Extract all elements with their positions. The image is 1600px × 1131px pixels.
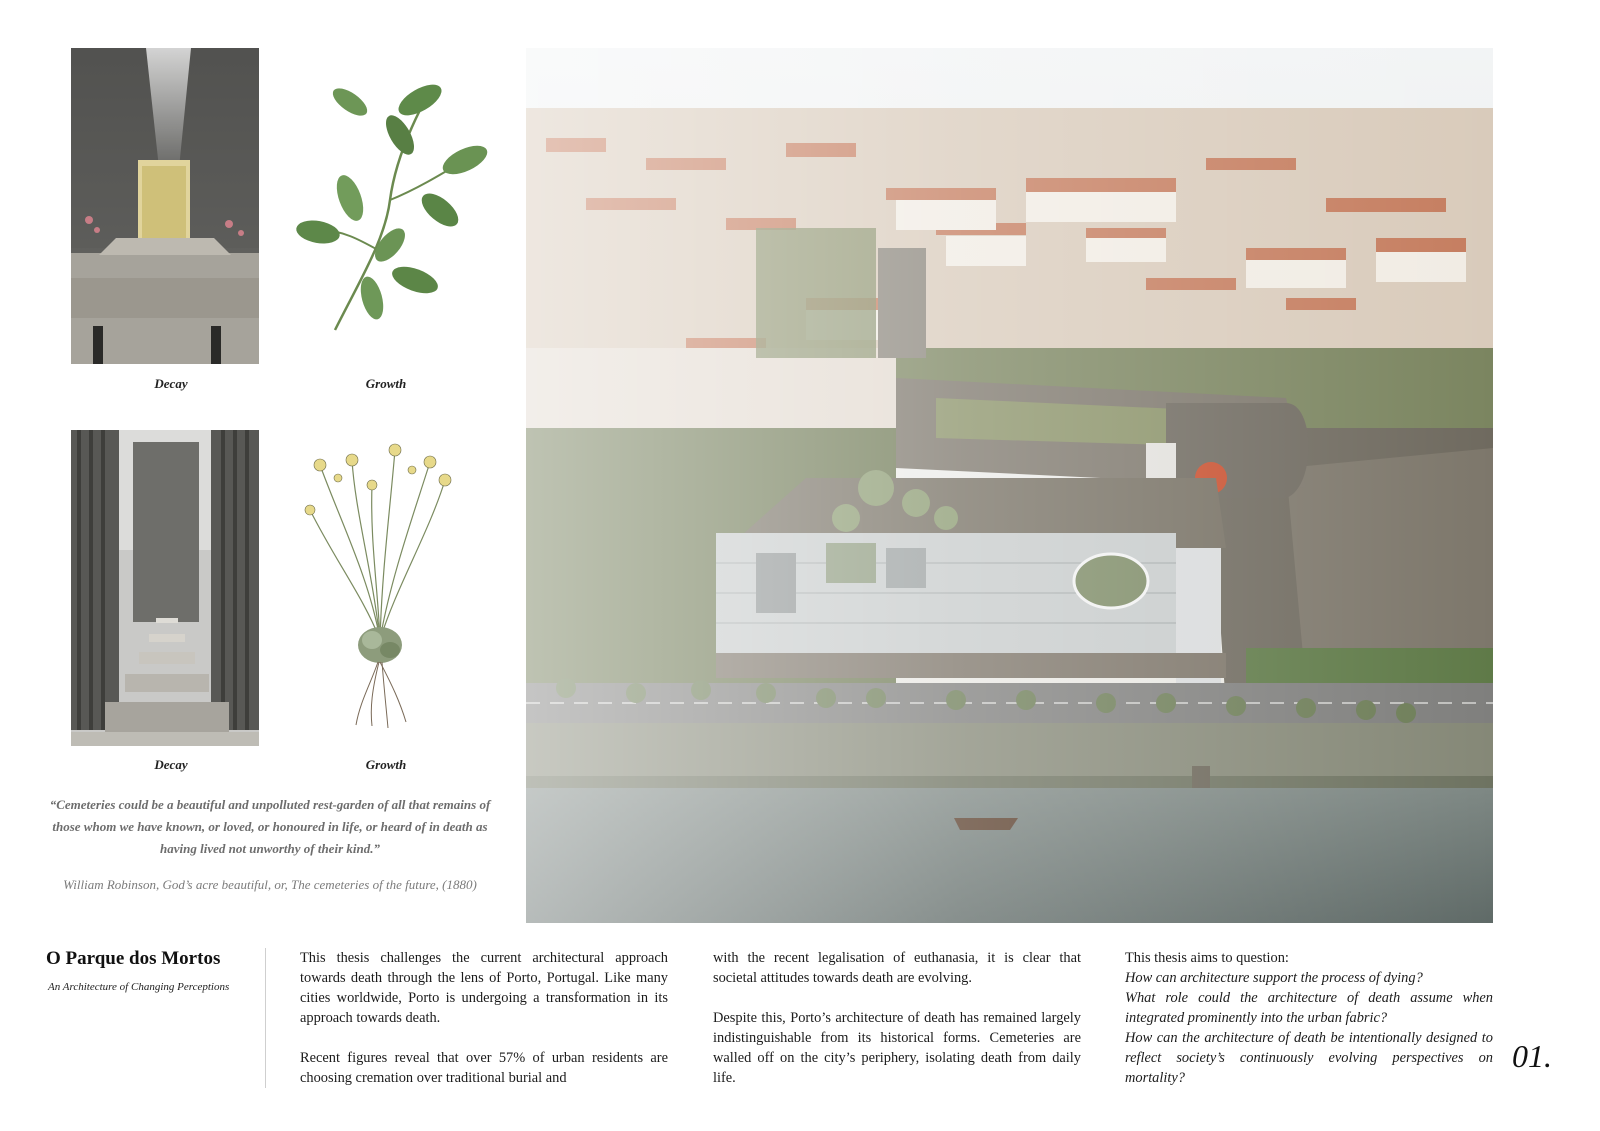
growth-illustration-2 [300,440,460,730]
decay-render-2-graphic [71,430,259,746]
page-number: 01. [1512,1038,1552,1074]
research-intro: This thesis aims to question: [1125,950,1289,966]
project-title: O Parque dos Mortos [46,948,221,969]
growth-illustration-2-graphic [300,440,460,730]
body-col1-paragraph-1: This thesis challenges the current architectural approach towards death through the lens of Porto, Portugal. Like many cities worldwide, Porto is undergoing a transformation in its approach towards death. [300,950,668,1026]
decay-caption-1: Decay [154,376,188,391]
aerial-render [526,48,1493,923]
project-subtitle: An Architecture of Changing Perceptions [48,981,230,993]
research-question-1: How can architecture support the process of dying? [1125,970,1423,986]
growth-caption-2: Growth [365,757,407,772]
divider [265,948,266,1088]
decay-render-1-graphic [71,48,259,364]
growth-illustration-1-graphic [290,80,490,350]
decay-render-1 [71,48,259,364]
growth-caption-1: Growth [365,376,407,391]
decay-caption-2: Decay [154,757,188,772]
body-column-3 [1125,948,1493,1088]
quote-attribution: William Robinson, God’s acre beautiful, or, The cemeteries of the future, (1880) [63,877,477,892]
body-column-2 [713,948,1081,1108]
body-col1-paragraph-2: Recent figures reveal that over 57% of urban residents are choosing cremation over traditional burial and [300,1050,668,1086]
growth-illustration-1 [290,80,490,350]
body-column-1 [300,948,668,1108]
aerial-render-graphic [526,48,1493,923]
quote-text: “Cemeteries could be a beautiful and unpolluted rest-garden of all that remains of those whom we have known, or loved, or honoured in life, or heard of in death as having lived not unworthy of their kind.” [49,797,491,856]
research-question-3: How can the architecture of death be intentionally designed to reflect society’s continuously evolving perspectives on mortality? [1125,1030,1493,1086]
body-col2-paragraph-1: with the recent legalisation of euthanasia, it is clear that societal attitudes towards death are evolving. [713,950,1081,986]
research-question-2: What role could the architecture of death assume when integrated prominently into the urban fabric? [1125,990,1493,1026]
decay-render-2 [71,430,259,746]
body-col2-paragraph-2: Despite this, Porto’s architecture of death has remained largely indistinguishable from its historical forms. Cemeteries are walled off on the city’s periphery, isolating death from daily life. [713,1010,1081,1086]
